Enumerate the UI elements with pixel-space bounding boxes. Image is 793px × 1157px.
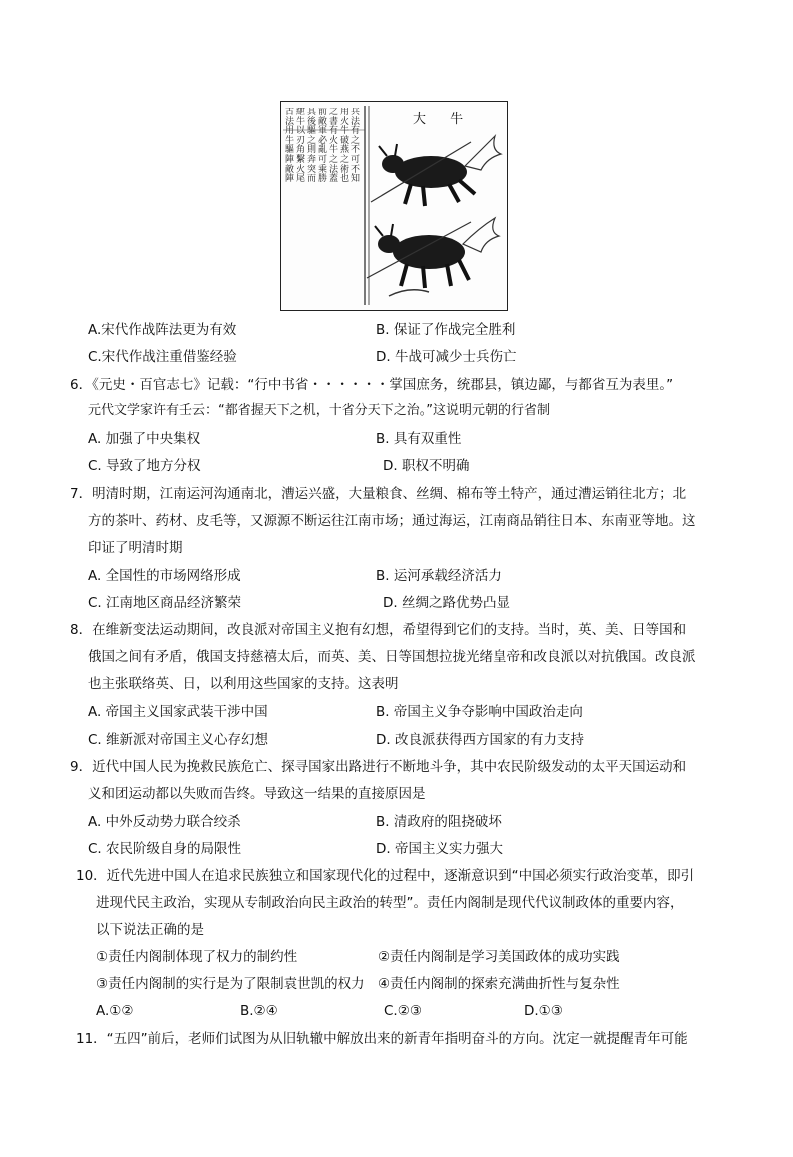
text-column: 其後驅之則奔突而 (307, 108, 317, 185)
q10-statement-2: ②责任内阁制是学习美国政体的成功实践 (378, 949, 620, 965)
q11-stem-line1: 11．“五四”前后，老师们试图为从旧轨辙中解放出来的新青年指明奋斗的方向。沈定一就提醒青年可能 (76, 1031, 688, 1047)
q5-option-c: C.宋代作战注重借鉴经验 (88, 349, 237, 365)
q7-option-d: D. 丝绸之路优势凸显 (383, 595, 510, 611)
q8-option-b: B. 帝国主义争夺影响中国政治走向 (376, 704, 583, 720)
q6-option-a: A. 加强了中央集权 (88, 431, 201, 447)
q10-statement-1: ①责任内阁制体现了权力的制约性 (96, 949, 298, 965)
q10-option-c: C.②③ (384, 1003, 422, 1019)
q8-stem-line1: 8．在维新变法运动期间，改良派对帝国主义抱有幻想，希望得到它们的支持。当时，英、美、日等国和 (70, 622, 687, 638)
ox-lower (367, 218, 499, 296)
q9-option-d: D. 帝国主义实力强大 (376, 841, 503, 857)
q7-option-c: C. 江南地区商品经济繁荣 (88, 595, 242, 611)
q9-option-b: B. 清政府的阻挠破坏 (376, 814, 502, 830)
q6-stem-line1: 6．《元史・百官志七》记载：“行中书省・・・・・・掌国庶务，统郡县，镇边鄙，与都省互为表里。” (70, 377, 674, 393)
q10-option-b: B.②④ (240, 1003, 278, 1019)
q9-option-a: A. 中外反动势力联合绞杀 (88, 814, 241, 830)
fire-ox-illustration (280, 101, 508, 311)
q8-option-d: D. 改良派获得西方国家的有力支持 (376, 732, 584, 748)
text-column: 之書有火牛之法蓋 (329, 108, 339, 185)
ox-upper (371, 136, 501, 206)
q10-option-a: A.①② (96, 1003, 134, 1019)
q10-stem-line2: 进现代民主政治，实现从专制政治向民主政治的转型”。责任内阁制是现代代议制政体的重要内容， (96, 895, 684, 911)
text-column: 古法用牛驅陣敵陣 (285, 108, 295, 185)
q8-option-a: A. 帝国主义国家武装干涉中国 (88, 704, 268, 720)
q6-stem-line2: 元代文学家许有壬云：“都省握天下之机，十省分天下之治。”这说明元朝的行省制 (88, 403, 550, 418)
q8-stem-line2: 俄国之间有矛盾，俄国支持慈禧太后，而英、美、日等国想拉拢光绪皇帝和改良派以对抗俄国。改良派 (88, 649, 696, 665)
q7-stem-line3: 印证了明清时期 (88, 540, 183, 556)
q6-option-b: B. 具有双重性 (376, 431, 462, 447)
q9-option-c: C. 农民阶级自身的局限性 (88, 841, 242, 857)
ox-drawing (281, 102, 506, 309)
illustration-title: 大 牛 (413, 112, 474, 127)
text-column: 前敵軍必亂可乘勝 (318, 108, 328, 185)
q5-option-a: A.宋代作战阵法更为有效 (88, 322, 237, 338)
q7-option-b: B. 运河承载经济活力 (376, 568, 502, 584)
text-column: 紲牛以刃角繫火尾 (296, 108, 306, 185)
q5-option-d: D. 牛战可减少士兵伤亡 (376, 349, 517, 365)
q5-option-b: B. 保证了作战完全胜利 (376, 322, 516, 338)
q7-stem-line2: 方的茶叶、药材、皮毛等，又源源不断运往江南市场；通过海运，江南商品销往日本、东南亚等地。这 (88, 513, 696, 529)
q6-option-d: D. 职权不明确 (383, 458, 470, 474)
q7-stem-line1: 7．明清时期，江南运河沟通南北，漕运兴盛，大量粮食、丝绸、棉布等土特产，通过漕运销往北方；北 (70, 486, 687, 502)
q7-option-a: A. 全国性的市场网络形成 (88, 568, 241, 584)
q10-option-d: D.①③ (524, 1003, 563, 1019)
q9-stem-line2: 义和团运动都以失败而告终。导致这一结果的直接原因是 (88, 786, 426, 802)
text-column: 兵法有之不可不知 (351, 108, 361, 185)
q9-stem-line1: 9．近代中国人民为挽救民族危亡、探寻国家出路进行不断地斗争，其中农民阶级发动的太平天国运动和 (70, 759, 687, 775)
text-column: 用火牛破燕之術也 (340, 108, 350, 185)
q8-option-c: C. 维新派对帝国主义心存幻想 (88, 732, 269, 748)
q10-stem-line1: 10．近代先进中国人在追求民族独立和国家现代化的过程中，逐渐意识到“中国必须实行政治变革，即引 (76, 868, 695, 884)
q10-stem-line3: 以下说法正确的是 (96, 922, 204, 938)
q6-option-c: C. 导致了地方分权 (88, 458, 201, 474)
q10-statement-3: ③责任内阁制的实行是为了限制袁世凯的权力 (96, 976, 365, 992)
q10-statement-4: ④责任内阁制的探索充满曲折性与复杂性 (378, 976, 620, 992)
q8-stem-line3: 也主张联络英、日，以利用这些国家的支持。这表明 (88, 676, 399, 692)
